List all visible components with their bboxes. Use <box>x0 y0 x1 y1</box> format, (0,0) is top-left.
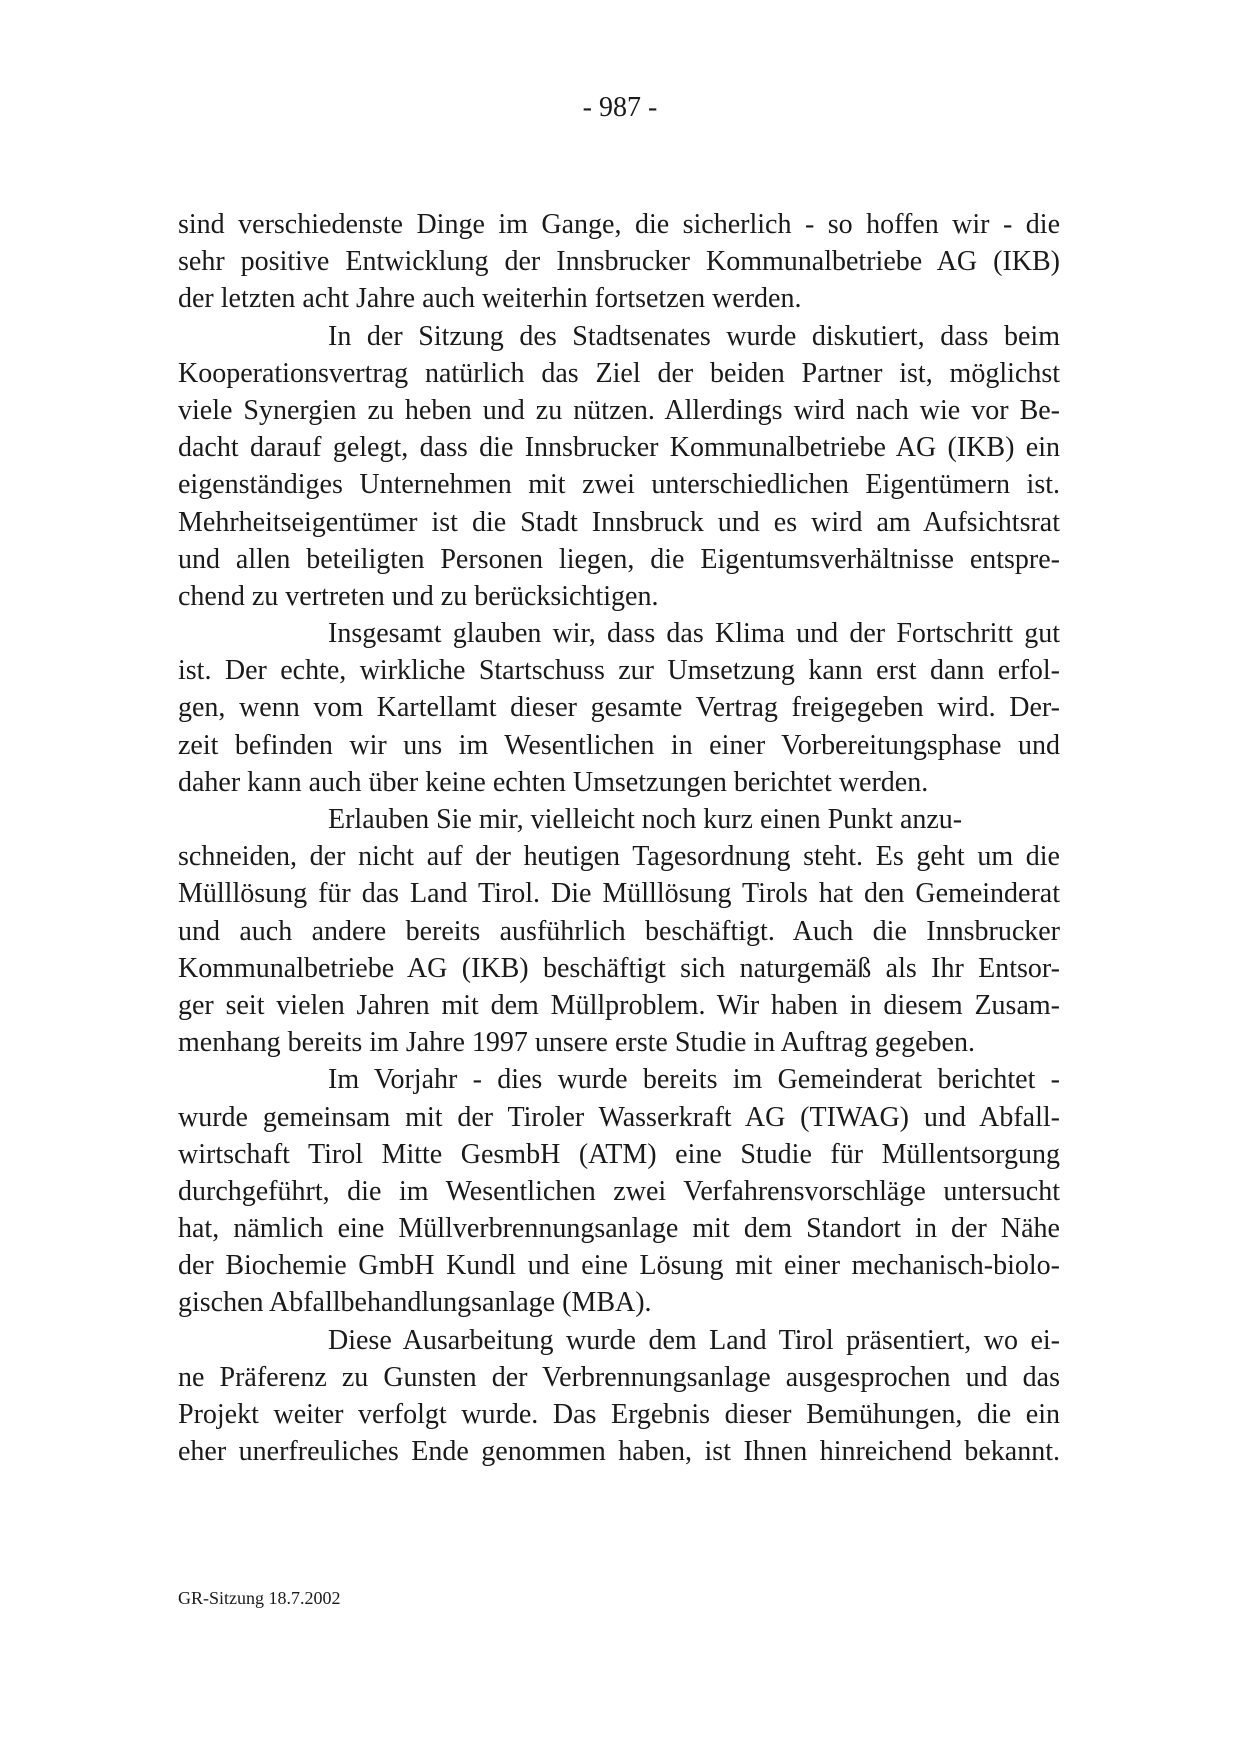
text-line: daher kann auch über keine echten Umsetzungen berichtet werden. <box>178 766 929 798</box>
body-text <box>178 206 1060 1470</box>
text-line: Diese Ausarbeitung wurde dem Land Tirol präsentiert, wo ei- <box>328 1324 1060 1356</box>
text-line: Insgesamt glauben wir, dass das Klima und der Fortschritt gut <box>328 618 1060 650</box>
text-line: gischen Abfallbehandlungsanlage (MBA). <box>178 1287 652 1319</box>
text-line: dacht darauf gelegt, dass die Innsbrucker Kommunalbetriebe AG (IKB) ein <box>178 432 1060 464</box>
text-line: eigenständiges Unternehmen mit zwei unterschiedlichen Eigentümern ist. <box>178 469 1060 501</box>
paragraph <box>178 206 1060 318</box>
text-line: schneiden, der nicht auf der heutigen Tagesordnung steht. Es geht um die <box>178 841 1060 873</box>
text-line: eher unerfreuliches Ende genommen haben, ist Ihnen hinreichend bekannt. <box>178 1436 1060 1468</box>
text-line: zeit befinden wir uns im Wesentlichen in einer Vorbereitungsphase und <box>178 729 1060 761</box>
text-line: und auch andere bereits ausführlich beschäftigt. Auch die Innsbrucker <box>178 915 1060 947</box>
text-line: Kooperationsvertrag natürlich das Ziel der beiden Partner ist, möglichst <box>178 357 1060 389</box>
text-line: hat, nämlich eine Müllverbrennungsanlage mit dem Standort in der Nähe <box>178 1213 1060 1245</box>
text-line: ne Präferenz zu Gunsten der Verbrennungsanlage ausgesprochen und das <box>178 1361 1060 1393</box>
page-number: - 987 - <box>582 92 658 123</box>
text-line: Kommunalbetriebe AG (IKB) beschäftigt sich naturgemäß als Ihr Entsor- <box>178 952 1060 984</box>
text-line: wirtschaft Tirol Mitte GesmbH (ATM) eine Studie für Müllentsorgung <box>178 1138 1060 1170</box>
paragraph <box>178 801 1060 1061</box>
paragraph <box>178 1322 1060 1471</box>
text-line: der letzten acht Jahre auch weiterhin fortsetzen werden. <box>178 283 802 315</box>
footer-session-date: GR-Sitzung 18.7.2002 <box>178 1588 341 1608</box>
paragraph <box>178 615 1060 801</box>
text-line: In der Sitzung des Stadtsenates wurde diskutiert, dass beim <box>328 320 1060 352</box>
paragraph <box>178 1061 1060 1321</box>
text-line: viele Synergien zu heben und zu nützen. Allerdings wird nach wie vor Be- <box>178 394 1060 426</box>
text-line: chend zu vertreten und zu berücksichtigen. <box>178 580 659 612</box>
text-line: durchgeführt, die im Wesentlichen zwei Verfahrensvorschläge untersucht <box>178 1175 1060 1207</box>
paragraph <box>178 318 1060 616</box>
text-line: und allen beteiligten Personen liegen, die Eigentumsverhältnisse entspre- <box>178 543 1060 575</box>
text-line: wurde gemeinsam mit der Tiroler Wasserkraft AG (TIWAG) und Abfall- <box>178 1101 1060 1133</box>
text-line: gen, wenn vom Kartellamt dieser gesamte Vertrag freigegeben wird. Der- <box>178 692 1060 724</box>
text-line: Mülllösung für das Land Tirol. Die Mülllösung Tirols hat den Gemeinderat <box>178 878 1060 910</box>
text-line: Mehrheitseigentümer ist die Stadt Innsbruck und es wird am Aufsichtsrat <box>178 506 1060 538</box>
text-line: ger seit vielen Jahren mit dem Müllproblem. Wir haben in diesem Zusam- <box>178 989 1060 1021</box>
text-line: menhang bereits im Jahre 1997 unsere erste Studie in Auftrag gegeben. <box>178 1027 975 1059</box>
text-line: Im Vorjahr - dies wurde bereits im Gemeinderat berichtet - <box>328 1064 1060 1096</box>
text-line: der Biochemie GmbH Kundl und eine Lösung mit einer mechanisch-biolo- <box>178 1250 1060 1282</box>
text-line: Erlauben Sie mir, vielleicht noch kurz einen Punkt anzu- <box>328 804 963 835</box>
text-line: sehr positive Entwicklung der Innsbrucker Kommunalbetriebe AG (IKB) <box>178 246 1060 278</box>
text-line: ist. Der echte, wirkliche Startschuss zur Umsetzung kann erst dann erfol- <box>178 655 1060 687</box>
text-line: Projekt weiter verfolgt wurde. Das Ergebnis dieser Bemühungen, die ein <box>178 1399 1060 1430</box>
text-line: sind verschiedenste Dinge im Gange, die sicherlich - so hoffen wir - die <box>178 209 1060 240</box>
